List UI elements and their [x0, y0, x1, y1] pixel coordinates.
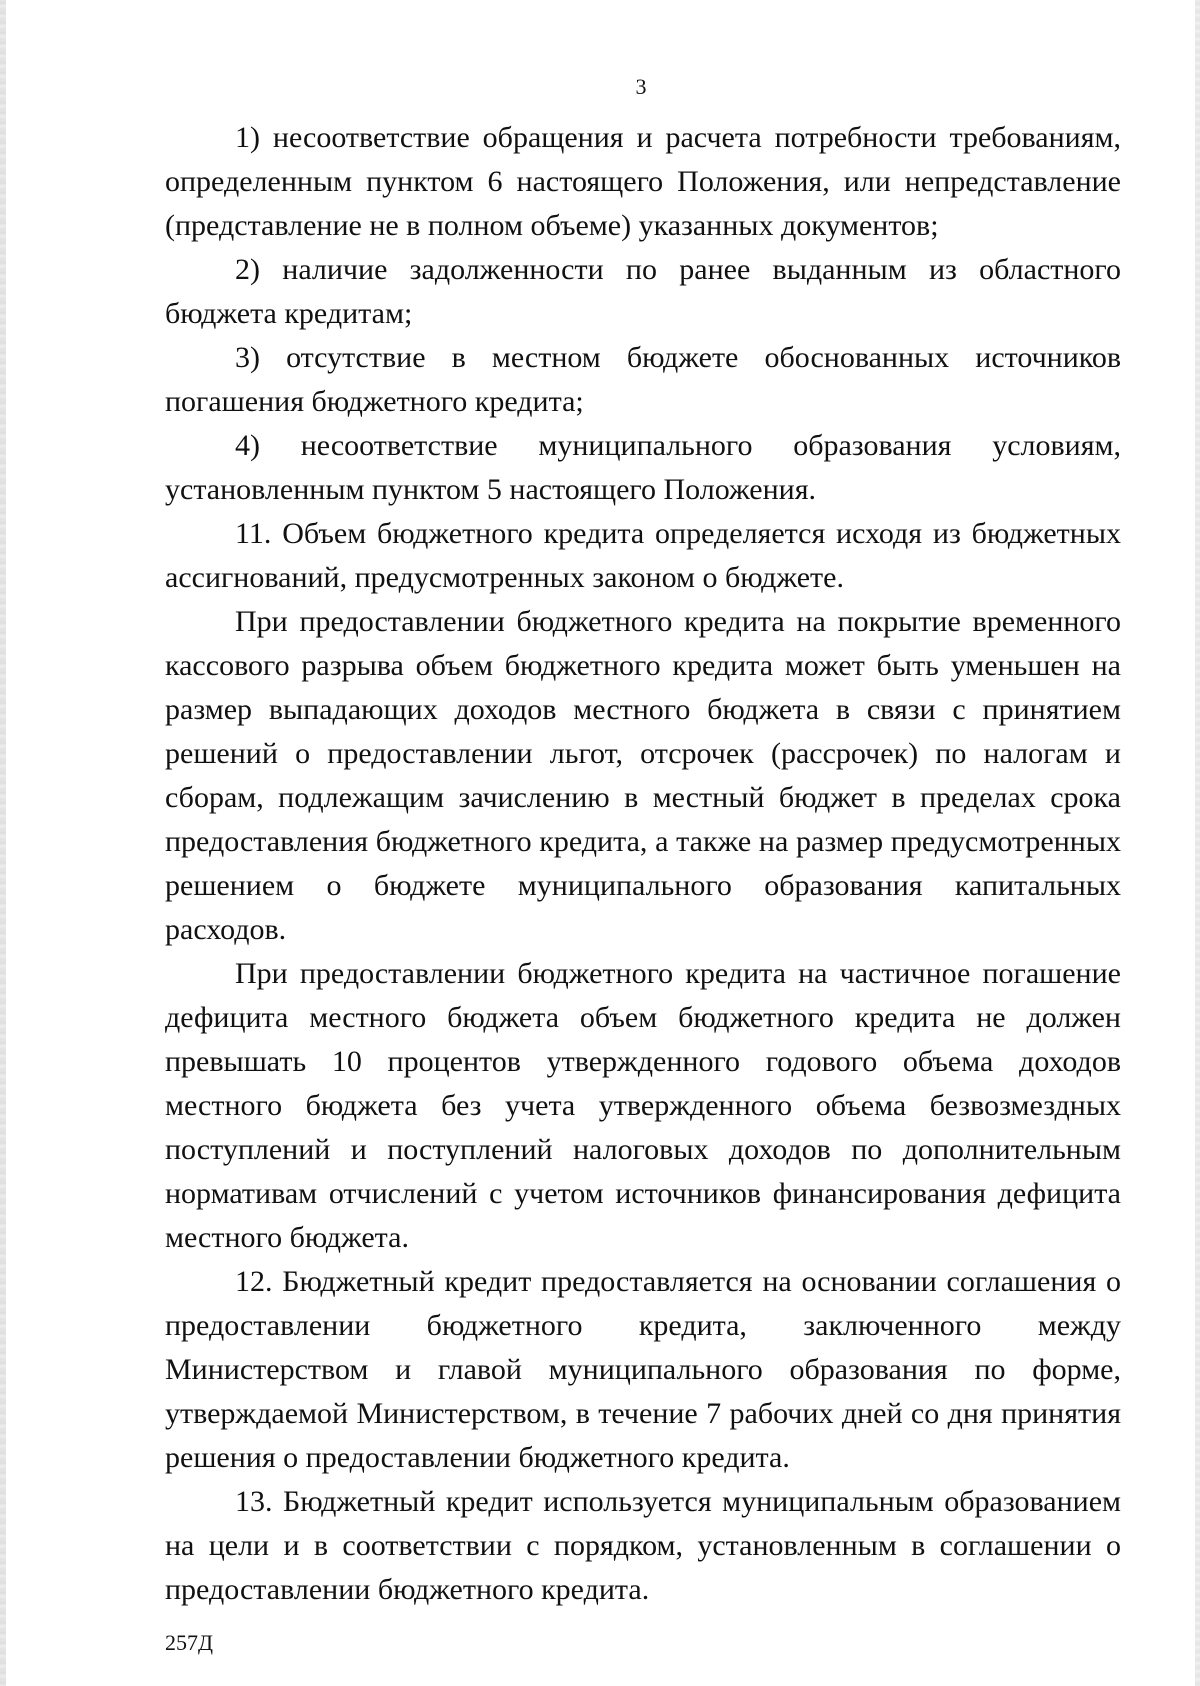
page-number: 3: [635, 74, 647, 99]
document-body: [165, 116, 1121, 1612]
paragraph-clause-12: 12. Бюджетный кредит предоставляется на основании соглашения о предоставлении бюджетного кредита, заключенного между Министерством и главой муниципального образования по форме, утверждаемой Министерством, в течение 7 рабочих дней со дня принятия решения о предоставлении бюджетного кредита.: [165, 1265, 1121, 1474]
paragraph-item-4: 4) несоответствие муниципального образования условиям, установленным пунктом 5 настоящего Положения.: [165, 429, 1121, 506]
paragraph-clause-11: 11. Объем бюджетного кредита определяется исходя из бюджетных ассигнований, предусмотренных законом о бюджете.: [165, 517, 1121, 594]
scan-edge-right: [1195, 0, 1200, 1686]
paragraph-item-3: 3) отсутствие в местном бюджете обоснованных источников погашения бюджетного кредита;: [165, 341, 1121, 418]
paragraph-cash-gap: При предоставлении бюджетного кредита на покрытие временного кассового разрыва объем бюджетного кредита может быть уменьшен на размер выпадающих доходов местного бюджета в связи с принятием решений о предоставлении льгот, отсрочек (рассрочек) по налогам и сборам, подлежащим зачислению в местный бюджет в пределах срока предоставления бюджетного кредита, а также на размер предусмотренных решением о бюджете муниципального образования капитальных расходов.: [165, 605, 1121, 946]
document-code: 257Д: [165, 1630, 214, 1655]
paragraph-clause-13: 13. Бюджетный кредит используется муниципальным образованием на цели и в соответствии с порядком, установленным в соглашении о предоставлении бюджетного кредита.: [165, 1485, 1121, 1606]
paragraph-item-1: 1) несоответствие обращения и расчета потребности требованиям, определенным пунктом 6 настоящего Положения, или непредставление (представление не в полном объеме) указанных документов;: [165, 121, 1121, 242]
paragraph-item-2: 2) наличие задолженности по ранее выданным из областного бюджета кредитам;: [165, 253, 1121, 330]
paragraph-deficit: При предоставлении бюджетного кредита на частичное погашение дефицита местного бюджета объем бюджетного кредита не должен превышать 10 процентов утвержденного годового объема доходов местного бюджета без учета утвержденного объема безвозмездных поступлений и поступлений налоговых доходов по дополнительным нормативам отчислений с учетом источников финансирования дефицита местного бюджета.: [165, 957, 1121, 1254]
scan-edge-left: [0, 0, 6, 1686]
